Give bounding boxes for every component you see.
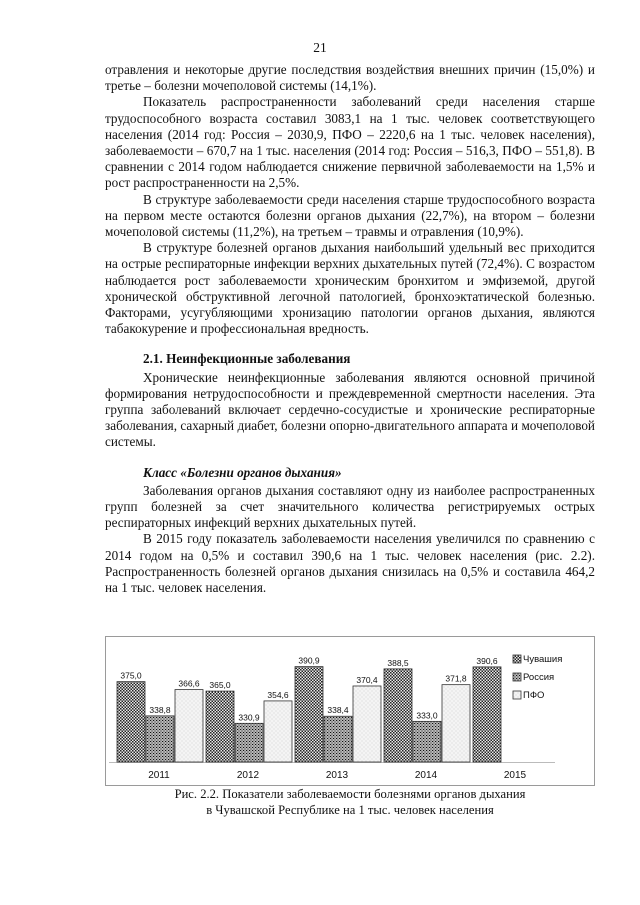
bar-2013-russia xyxy=(324,716,352,762)
section-heading: 2.1. Неинфекционные заболевания xyxy=(143,351,351,367)
legend-swatch-chuvashia xyxy=(513,655,521,663)
data-label: 390,9 xyxy=(298,655,320,666)
incidence-chart xyxy=(105,636,595,786)
bar-2014-chuvashia xyxy=(384,669,412,762)
legend-label-chuvashia: Чувашия xyxy=(523,654,563,665)
bar-2011-chuvashia xyxy=(117,682,145,762)
data-label: 370,4 xyxy=(356,674,378,685)
bar-2012-chuvashia xyxy=(206,691,234,762)
bars-layer xyxy=(109,656,555,763)
x-tick-label: 2015 xyxy=(503,770,527,781)
legend-swatch-pfo xyxy=(513,691,521,699)
legend-swatch-russia xyxy=(513,673,521,681)
bar-2014-pfo xyxy=(442,685,470,762)
data-label: 375,0 xyxy=(120,670,142,681)
x-tick-label: 2013 xyxy=(325,770,349,781)
legend xyxy=(513,654,562,701)
paragraph-class-2015: В 2015 году показатель заболеваемости населения увеличился по сравнению с 2014 годом на 0,5% и составил 390,6 на 1 тыс. человек населения (рис. 2.2). Распространенность болезней органов дыхания снизилась на 0,5% и составила 464,2 на 1 тыс. человек населения. xyxy=(105,531,595,596)
bar-2012-pfo xyxy=(264,701,292,762)
data-label: 390,6 xyxy=(476,655,498,666)
paragraph-continuation: отравления и некоторые другие последствия воздействия внешних причин (15,0%) и третье – болезни мочеполовой системы (14,1%). xyxy=(105,62,595,94)
legend-label-russia: Россия xyxy=(523,672,555,683)
x-tick-label: 2014 xyxy=(414,770,438,781)
data-label: 338,4 xyxy=(327,705,349,716)
chart-svg xyxy=(105,636,595,786)
bar-2011-pfo xyxy=(175,690,203,762)
data-label: 371,8 xyxy=(445,673,467,684)
x-tick-label: 2011 xyxy=(148,770,170,781)
paragraph-noninfectious: Хронические неинфекционные заболевания являются основной причиной формирования нетрудоспособности и преждевременной смертности населения. Эта группа заболеваний включает сердечно-сосудистые и хронические респираторные заболевания, сахарный диабет, болезни опорно-двигательного аппарата и мочеполовой системы. xyxy=(105,369,595,450)
bar-2012-russia xyxy=(235,723,263,762)
data-label: 365,0 xyxy=(209,680,231,691)
data-label: 338,8 xyxy=(149,704,171,715)
body-text xyxy=(105,62,595,596)
bar-2011-russia xyxy=(146,716,174,762)
bar-2014-russia xyxy=(413,721,441,762)
data-label: 333,0 xyxy=(416,710,438,721)
data-label: 388,5 xyxy=(387,657,409,668)
paragraph-structure: В структуре заболеваемости среди населения старше трудоспособного возраста на первом месте остаются болезни органов дыхания (22,7%), на втором – болезни мочеполовой системы (11,2%), на третьем – травмы и отравления (10,9%). xyxy=(105,191,595,240)
page-number: 21 xyxy=(313,40,327,55)
bar-2015-chuvashia xyxy=(473,667,501,762)
paragraph-prevalence: Показатель распространенности заболеваний среди населения старше трудоспособного возраста составил 3083,1 на 1 тыс. человек соответствующего населения (2014 год: Россия – 2030,9, ПФО – 2220,6 на 1 тыс. человек населения), заболеваемости – 670,7 на 1 тыс. населения (2014 год: Россия – 516,3, ПФО – 551,8). В сравнении с 2014 годом наблюдается снижение первичной заболеваемости на 1,5% и рост распространенности на 2,5%. xyxy=(105,94,595,191)
bar-2013-chuvashia xyxy=(295,667,323,762)
data-label: 354,6 xyxy=(267,689,289,700)
caption-line-2: в Чувашской Республике на 1 тыс. человек населения xyxy=(206,802,494,817)
data-label: 366,6 xyxy=(178,678,200,689)
caption-line-1: Рис. 2.2. Показатели заболеваемости болезнями органов дыхания xyxy=(174,787,526,801)
data-label: 330,9 xyxy=(238,712,260,723)
paragraph-respiratory: В структуре болезней органов дыхания наибольший удельный вес приходится на острые респираторные инфекции верхних дыхательных путей (72,4%). С возрастом наблюдается рост заболеваемости хроническим бронхитом и эмфиземой, другой хронической обструктивной легочной патологией, бронхоэктатической болезнью. Факторами, усугубляющими хронизацию патологии органов дыхания, являются табакокурение и профессиональная вредность. xyxy=(105,240,595,337)
x-tick-label: 2012 xyxy=(236,770,260,781)
paragraph-class-intro: Заболевания органов дыхания составляют одну из наиболее распространенных групп болезней за счет значительного количества регистрируемых острых респираторных инфекций верхних дыхательных путей. xyxy=(105,482,595,531)
subsection-heading: Класс «Болезни органов дыхания» xyxy=(143,464,342,480)
figure-caption xyxy=(105,787,595,818)
x-axis xyxy=(148,770,526,781)
bar-2013-pfo xyxy=(353,686,381,762)
legend-label-pfo: ПФО xyxy=(523,690,545,701)
